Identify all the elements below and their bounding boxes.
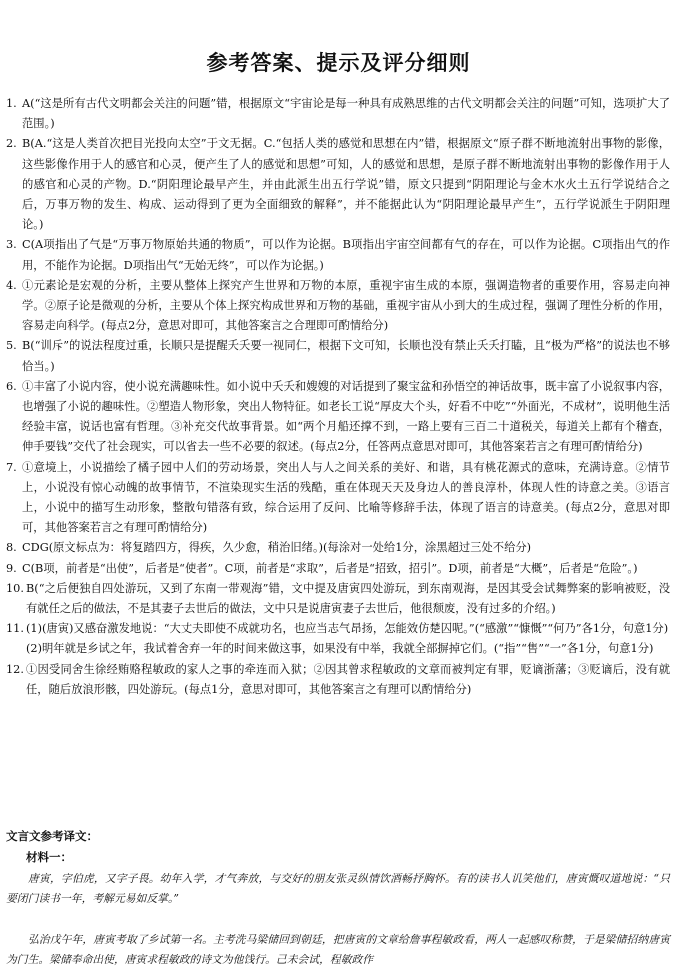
item-number: 8. [6, 541, 17, 555]
item-number: 10. [6, 581, 24, 595]
item-text: ①意境上，小说描绘了橘子园中人们的劳动场景，突出人与人之间关系的美好、和谐，具有桃花源式的意味，充满诗意。②情节上，小说没有惊心动魄的故事情节，不渲染现实生活的残酷，重在体现天天及身边人的善良淳朴，体现人性的诗意之美。③语言上，小说中的描写生动形象，整散句错落有致，综合运用了反问、比喻等修辞手法，体现了语言的诗意美。(每点2分，意思对即可，其他答案若言之有理可酌情给分) [22, 460, 670, 535]
answer-item-7 [6, 458, 670, 539]
item-number: 11. [6, 622, 24, 636]
answer-item-8 [6, 538, 670, 558]
item-text: C(A项指出了气是“万事万物原始共通的物质”，可以作为论据。B项指出宇宙空间都有气的存在，可以作为论据。C项指出气的作用，不能作为论据。D项指出气“无始无终”，可以作为论据。) [22, 238, 670, 272]
item-number: 12. [6, 662, 24, 676]
item-text: B(“训斥”的说法程度过重，长顺只是提醒夭夭要一视同仁，根据下文可知，长顺也没有禁止夭夭打瞌，且“极为严格”的说法也不够恰当。) [22, 339, 670, 373]
item-text: ①丰富了小说内容，使小说充满趣味性。如小说中夭夭和嫂嫂的对话提到了聚宝盆和孙悟空的神话故事，既丰富了小说叙事内容，也增强了小说的趣味性。②塑造人物形象，突出人物特征。如老长工说“厚皮大个头，好看不中吃”“外面光，不成材”，说明他生活经验丰富，说话也富有哲理。③补充交代故事背景。如“两个月船还撑不到，一路上要有三百二十道税关，每道关上都有个稽查，伸手要钱”交代了社会现实，可以省去一些不必要的叙述。(每点2分，任答两点意思对即可，其他答案若言之有理可酌情给分) [22, 379, 670, 454]
item-number: 5. [6, 339, 17, 353]
material-heading: 材料一： [26, 850, 72, 864]
page-title: 参考答案、提示及评分细则 [206, 51, 471, 75]
answer-item-11 [6, 619, 670, 659]
item-number: 6. [6, 379, 17, 393]
item-text: C(B项，前者是“出使”，后者是“使者”。C项，前者是“求取”，后者是“招致，招引”。D项，前者是“大概”，后者是“危险”。) [22, 561, 638, 575]
item-number: 1. [6, 97, 17, 110]
item-number: 2. [6, 137, 17, 151]
item-text: B(“之后便独自四处游玩，又到了东南一带观海”错，文中提及唐寅四处游玩，到东南观海，是因其受会试舞弊案的影响被贬，没有就任之后的做法，不是其妻子去世后的做法，文中只是说唐寅妻子去世后，他很颓废，没有过多的介绍。) [26, 581, 670, 616]
item-text: (1)(唐寅)又感奋激发地说：“大丈夫即使不成就功名，也应当志气昂扬，怎能效仿楚囚呢。”(“感激”“慷慨”“何乃”各1分，句意1分) [26, 622, 669, 636]
translation-paragraph: 弘治戊午年，唐寅考取了乡试第一名。主考洗马梁储回到朝廷，把唐寅的文章给詹事程敏政看，两人一起感叹称赞，于是梁储招纳唐寅为门生。梁储奉命出使，唐寅求程敏政的诗文为他饯行。己未会试，程敏政作 [6, 933, 670, 966]
answer-item-12 [6, 660, 670, 700]
item-number: 7. [6, 460, 17, 474]
answer-item-3 [6, 235, 670, 275]
answer-list [6, 94, 670, 700]
translation-heading: 文言文参考译文： [6, 829, 98, 843]
item-text: A(“这是所有古代文明都会关注的问题”错，根据原文“宇宙论是每一种具有成熟思维的古代文明都会关注的问题”可知，选项扩大了范围。) [22, 97, 670, 131]
item-text: ①元素论是宏观的分析，主要从整体上探究产生世界和万物的本原，重视宇宙生成的本原，强调造物者的重要作用，容易走向神学。②原子论是微观的分析，主要从个体上探究构成世界和万物的基础，重视宇宙从小到大的生成过程，强调了理性分析的作用，容易走向科学。(每点2分，意思对即可，其他答案言之合理即可酌情给分) [22, 278, 670, 333]
answer-item-2 [6, 134, 670, 235]
answer-item-4 [6, 276, 670, 337]
item-text: B(A.“这是人类首次把目光投向太空”于文无据。C.“包括人类的感觉和思想在内”错，根据原文“原子群不断地流射出事物的影像，这些影像作用于人的感官和心灵，便产生了人的感觉和思想”可知，人的感觉和思想，是原子群不断地流射出事物的影像作用于人的感官和心灵的产物。D.“阴阳理论最早产生，并由此派生出五行学说”错，原文只提到“阴阳理论与金木水火土五行学说结合之后，万事万物的发生、构成、运动得到了更为全面细致的解释”，并不能据此认为“阴阳理论最早产生”，五行学说派生于阴阳理论。) [22, 137, 671, 232]
answer-item-1 [6, 94, 670, 134]
item-number: 3. [6, 238, 17, 252]
answer-item-6 [6, 377, 670, 458]
item-subtext: (2)明年就是乡试之年，我试着舍弃一年的时间来做这事，如果没有中举，我就全部摒掉它们。(“指”“售”“一”各1分，句意1分) [26, 642, 654, 656]
answer-item-5 [6, 336, 670, 376]
item-text: ①因受同舍生徐经贿赂程敏政的家人之事的牵连而入狱；②因其曾求程敏政的文章而被判定有罪，贬谪浙藩；③贬谪后，没有就任，随后放浪形骸，四处游玩。(每点1分，意思对即可，其他答案言之有理可以酌情给分) [26, 662, 670, 696]
answer-item-10 [6, 579, 670, 619]
translation-paragraph: 唐寅，字伯虎，又字子畏。幼年入学，才气奔放，与交好的朋友张灵纵情饮酒畅抒胸怀。有的读书人讥笑他们，唐寅慨叹道地说：“只要闭门读书一年，考解元易如反掌。” [6, 872, 670, 905]
item-number: 9. [6, 561, 17, 575]
answer-item-9 [6, 559, 670, 579]
item-number: 4. [6, 278, 17, 292]
item-text: CDG(原文标点为：将复踏四方，得疾，久少愈，稍治旧绪。)(每涂对一处给1分，涂黑超过三处不给分) [22, 541, 532, 555]
